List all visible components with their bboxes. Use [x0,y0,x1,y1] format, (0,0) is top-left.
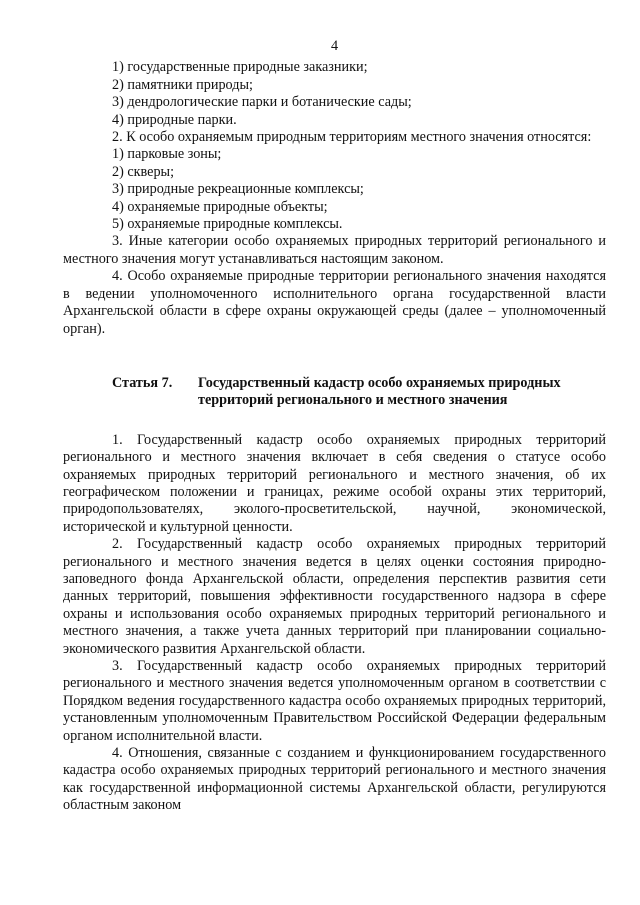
list-item: 3) дендрологические парки и ботанические сады; [112,94,412,111]
article-title-line: Государственный кадастр особо охраняемых природных [198,374,561,391]
paragraph: 2. К особо охраняемым природным территориям местного значения относятся: [112,129,592,146]
list-item: 5) охраняемые природные комплексы. [112,216,343,233]
paragraph: 3. Государственный кадастр особо охраняемых природных территорий регионального и местного значения ведется уполномоченным органом в соответствии с Порядком ведения государственного кадастра особо охраняемых природных территорий, установленным уполномоченным Правительством Российской Федерации федеральным органом исполнительной власти. [63,658,606,744]
article-title [198,375,561,410]
paragraph: 4. Отношения, связанные с созданием и функционированием государственного кадастра особо охраняемых природных территорий регионального и местного значения как государственной информационной системы Архангельской области, регулируются областным законом [63,745,606,814]
list-item: 4) природные парки. [112,111,237,128]
paragraph: 4. Особо охраняемые природные территории регионального значения находятся в ведении уполномоченного исполнительного органа государственной власти Архангельской области в сфере охраны окружающей среды (далее – уполномоченный орган). [63,268,606,337]
list-item: 3) природные рекреационные комплексы; [112,181,364,198]
page-number: 4 [330,38,339,54]
paragraph: 2. Государственный кадастр особо охраняемых природных территорий регионального и местного значения ведется в целях оценки состояния природно-заповедного фонда Архангельской области, определения перспектив развития сети данных территорий, повышения эффективности государственного надзора в сфере охраны и использования особо охраняемых природных территорий регионального и местного значения, а также учета данных территорий при планировании социально-экономического развития Архангельской области. [63,536,606,657]
article-heading [112,375,606,410]
paragraph: 1. Государственный кадастр особо охраняемых природных территорий регионального и местного значения включает в себя сведения о статусе особо охраняемых природных территорий регионального и местного значения, об их географическом положении и границах, режиме особой охраны этих территорий, природопользователях, эколого-просветительской, научной, экономической, исторической и культурной ценности. [63,431,606,535]
list-item: 2) скверы; [112,163,175,180]
list-item: 2) памятники природы; [112,76,253,93]
list-item: 1) парковые зоны; [112,146,222,163]
paragraph: 3. Иные категории особо охраняемых природных территорий регионального и местного значения могут устанавливаться настоящим законом. [63,233,606,267]
list-item: 4) охраняемые природные объекты; [112,198,328,215]
article-number: Статья 7. [112,374,173,391]
article-title-line: территорий регионального и местного значения [198,392,508,409]
list-item: 1) государственные природные заказники; [112,59,368,76]
